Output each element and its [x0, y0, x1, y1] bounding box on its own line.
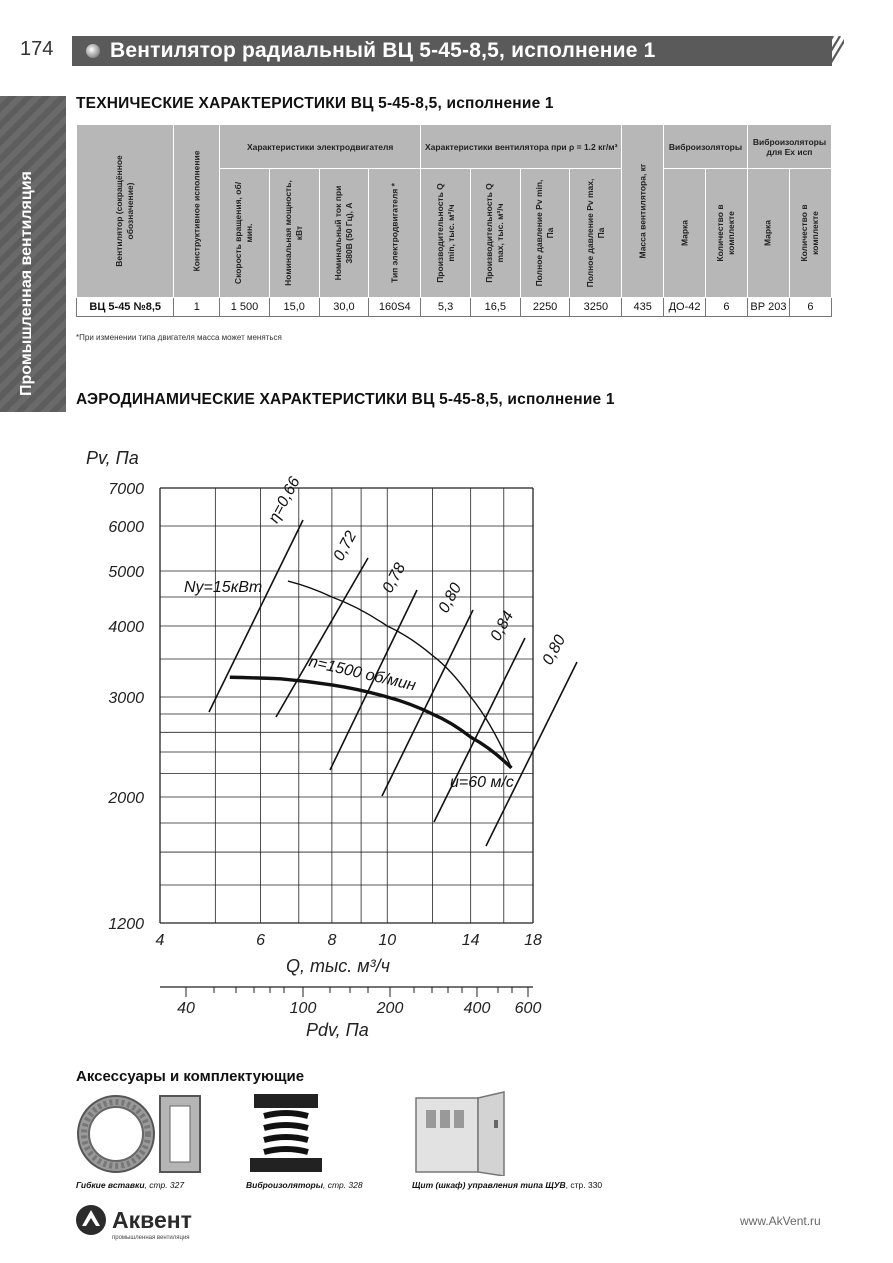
power-label: Ny=15кВт: [184, 579, 263, 596]
x-tick-label: 8: [327, 932, 337, 949]
cell-brand-ex: ВР 203: [747, 298, 789, 317]
col-pvmin: Полное давление Pv min, Па: [534, 179, 556, 287]
y-tick-label: 5000: [108, 563, 144, 581]
accessory-caption-3: Щит (шкаф) управления типа ЩУВ, стр. 330: [412, 1180, 603, 1190]
efficiency-line: [209, 520, 303, 712]
cell-current: 30,0: [319, 298, 369, 317]
efficiency-line: [382, 610, 473, 796]
chart-ticks: [107, 481, 542, 1017]
y-tick-label: 2000: [108, 790, 144, 808]
x2-tick-label: 200: [376, 1000, 404, 1017]
col-qty: Количество в комплекте: [715, 204, 737, 262]
accessory-name-3: Щит (шкаф) управления типа ЩУВ: [412, 1180, 566, 1190]
logo: [74, 1202, 204, 1247]
x2-axis-label: Pdv, Па: [306, 1020, 369, 1040]
bullet-icon: [86, 44, 100, 58]
cell-power: 15,0: [269, 298, 319, 317]
y-tick-label: 6000: [108, 519, 144, 537]
cell-pvmin: 2250: [520, 298, 570, 317]
col-speed: Скорость вращения, об/мин.: [233, 181, 255, 285]
col-pvmax: Полное давление Pv max, Па: [584, 178, 606, 288]
col-qmax: Производительность Q max, тыс. м³/ч: [484, 183, 506, 283]
col-current: Номинальный ток при 380В (50 Гц), А: [332, 185, 354, 281]
website-link[interactable]: www.AkVent.ru: [740, 1214, 821, 1228]
control-panel-image: [412, 1090, 512, 1176]
cell-qty: 6: [706, 298, 748, 317]
cell-motor-type: 160S4: [369, 298, 421, 317]
tech-heading: ТЕХНИЧЕСКИЕ ХАРАКТЕРИСТИКИ ВЦ 5-45-8,5, исполнение 1: [76, 95, 554, 112]
col-design: Конструктивное исполнение: [191, 150, 202, 272]
col-mass: Масса вентилятора, кг: [637, 163, 648, 259]
x2-tick-label: 400: [463, 1000, 491, 1017]
col-qty-ex: Количество в комплекте: [799, 204, 821, 262]
y-tick-label: 4000: [108, 619, 144, 637]
group-motor: Характеристики электродвигателя: [220, 125, 421, 169]
efficiency-label: 0,78: [379, 560, 410, 596]
side-tab: [0, 96, 66, 412]
y-axis-label: Pv, Па: [86, 448, 139, 468]
y-tick-label: 1200: [108, 916, 144, 933]
col-qmin: Производительность Q min, тыс. м³/ч: [434, 183, 456, 283]
cell-design: 1: [174, 298, 220, 317]
vibro-isolator-image: [246, 1090, 326, 1176]
x-tick-label: 18: [524, 932, 542, 949]
table-row: [77, 298, 832, 317]
accessory-name-1: Гибкие вставки: [76, 1180, 145, 1190]
aero-chart: [0, 430, 893, 1050]
cell-qmax: 16,5: [470, 298, 520, 317]
accessory-caption-1: Гибкие вставки, стр. 327: [76, 1180, 185, 1190]
x2-tick-label: 600: [514, 1000, 542, 1017]
efficiency-label: 0,80: [435, 580, 466, 616]
x2-tick-label: 100: [289, 1000, 317, 1017]
page-number: 174: [20, 38, 54, 60]
x-tick-label: 4: [155, 932, 165, 949]
x2-tick-label: 40: [177, 1000, 195, 1017]
x-tick-label: 6: [256, 932, 266, 949]
flex-insert-image: [74, 1090, 214, 1176]
efficiency-label: 0,80: [539, 632, 570, 668]
efficiency-label: 0,72: [330, 528, 361, 564]
col-motor-type: Тип электродвигателя *: [389, 183, 400, 283]
cell-qty-ex: 6: [789, 298, 831, 317]
table-note: *При изменении типа двигателя масса может меняться: [76, 333, 282, 342]
logo-subtitle: промышленная вентиляция: [112, 1235, 190, 1241]
accessories-heading: Аксессуары и комплектующие: [76, 1068, 305, 1085]
cell-fan: ВЦ 5-45 №8,5: [77, 298, 174, 317]
tech-table: [76, 124, 832, 317]
cell-qmin: 5,3: [421, 298, 471, 317]
velocity-label: u=60 м/с: [450, 774, 514, 791]
col-power: Номинальная мощность, кВт: [283, 180, 305, 286]
cell-brand: ДО-42: [664, 298, 706, 317]
efficiency-label: 0,84: [487, 608, 518, 644]
group-vibro-ex: Виброизоляторы для Ex исп: [747, 125, 831, 169]
col-brand: Марка: [679, 219, 690, 247]
x-tick-label: 14: [461, 932, 480, 949]
efficiency-lines: [209, 474, 577, 846]
cell-mass: 435: [622, 298, 664, 317]
col-fan: Вентилятор (сокращённое обозначение): [114, 155, 136, 267]
accessory-caption-2: Виброизоляторы, стр. 328: [246, 1180, 363, 1190]
y-tick-label: 3000: [108, 689, 144, 707]
accessory-name-2: Виброизоляторы: [246, 1180, 323, 1190]
aero-heading: АЭРОДИНАМИЧЕСКИЕ ХАРАКТЕРИСТИКИ ВЦ 5-45-8,5, исполнение 1: [76, 391, 615, 408]
x-tick-label: 10: [378, 932, 397, 949]
performance-curve: [230, 677, 512, 768]
logo-mark-icon: [74, 1202, 204, 1242]
efficiency-label: η=0,66: [265, 474, 304, 526]
hatch-decoration: [808, 36, 844, 66]
speed-label: n=1500 об/мин: [307, 653, 418, 695]
page-title: Вентилятор радиальный ВЦ 5-45-8,5, исполнение 1: [110, 39, 656, 62]
cell-pvmax: 3250: [570, 298, 622, 317]
col-brand-ex: Марка: [762, 219, 773, 247]
y-tick-label: 7000: [108, 481, 144, 498]
group-vibro: Виброизоляторы: [664, 125, 748, 169]
group-fan: Характеристики вентилятора при ρ = 1.2 кг/м³: [421, 125, 622, 169]
cell-speed: 1 500: [220, 298, 270, 317]
side-tab-label: Промышленная вентиляция: [18, 171, 35, 396]
logo-text: Аквент: [112, 1207, 192, 1233]
x-axis-label: Q, тыс. м³/ч: [286, 956, 390, 976]
title-bar: [72, 36, 832, 66]
